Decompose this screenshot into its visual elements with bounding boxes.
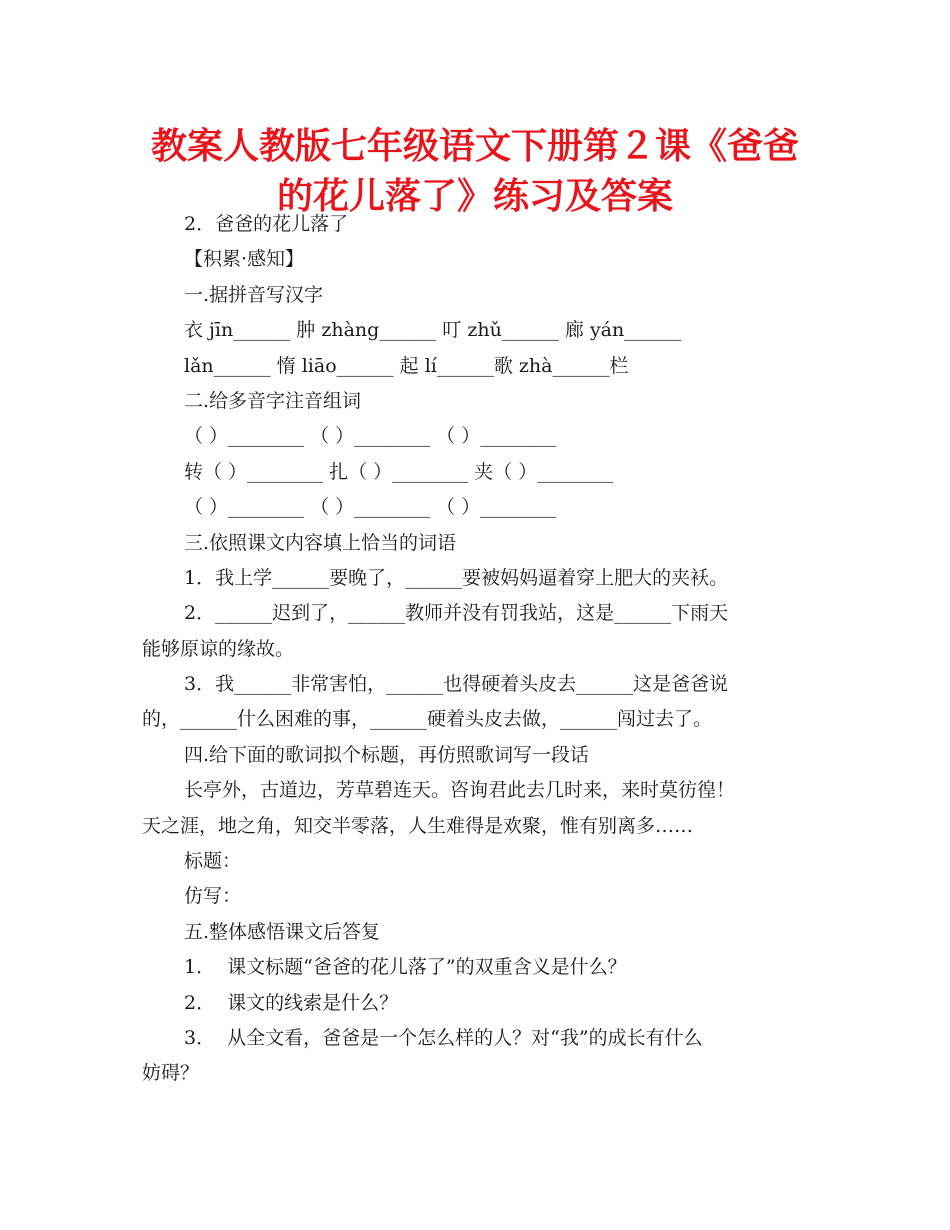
- document-body: [142, 207, 822, 1092]
- section-heading-accumulate: 【积累·感知】: [184, 248, 305, 271]
- title-line-1: 教案人教版七年级语文下册第２课《爸爸: [150, 126, 799, 167]
- question-heading-2: 二.给多音字注音组词: [184, 389, 362, 412]
- title-prompt: 标题：: [184, 850, 242, 873]
- overall-question-1: 1． 课文标题“爸爸的花儿落了”的双重含义是什么？: [184, 956, 627, 979]
- fill-item-2-cont: 能够原谅的缘故。: [142, 637, 295, 660]
- fill-item-3-cont: 的，______什么困难的事，______硬着头皮去做，______闯过去了。: [142, 708, 713, 731]
- overall-question-2: 2． 课文的线索是什么？: [184, 991, 399, 1014]
- overall-question-3: 3． 从全文看，爸爸是一个怎么样的人？对“我”的成长有什么: [184, 1026, 703, 1049]
- polyphone-row-3: （ ）________ （ ）________ （ ）________: [184, 496, 557, 519]
- imitation-prompt: 仿写：: [184, 885, 242, 908]
- question-heading-5: 五.整体感悟课文后答复: [184, 920, 381, 943]
- pinyin-row-1: 衣 jīn______ 肿 zhàng______ 叮 zhǔ______ 廊 yán______: [184, 319, 682, 342]
- question-heading-4: 四.给下面的歌词拟个标题，再仿照歌词写一段话: [184, 743, 590, 766]
- fill-item-3: 3．我______非常害怕，______也得硬着头皮去______这是爸爸说: [184, 673, 729, 696]
- fill-item-2: 2．______迟到了，______教师并没有罚我站，这是______下雨天: [184, 602, 729, 625]
- polyphone-row-1: （ ）________ （ ）________ （ ）________: [184, 425, 557, 448]
- overall-question-3-cont: 妨碍？: [142, 1062, 200, 1085]
- fill-item-1: 1．我上学______要晚了，______要被妈妈逼着穿上肥大的夹袄。: [184, 566, 729, 589]
- lyrics-line-2: 天之涯，地之角，知交半零落，人生难得是欢聚，惟有别离多……: [142, 814, 694, 837]
- question-heading-3: 三.依照课文内容填上恰当的词语: [184, 531, 457, 554]
- pinyin-row-2: lǎn______ 惰 liāo______ 起 lí______歌 zhà______栏: [184, 354, 629, 377]
- question-heading-1: 一.据拼音写汉字: [184, 283, 324, 306]
- section-number: 2．爸爸的花儿落了: [184, 213, 349, 235]
- lyrics-line-1: 长亭外，古道边，芳草碧连天。咨询君此去几时来，来时莫彷徨！: [184, 779, 736, 802]
- polyphone-row-2: 转（ ）________ 扎（ ）________ 夹（ ）________: [184, 460, 614, 483]
- title-line-2: 的花儿落了》练习及答案: [276, 176, 673, 217]
